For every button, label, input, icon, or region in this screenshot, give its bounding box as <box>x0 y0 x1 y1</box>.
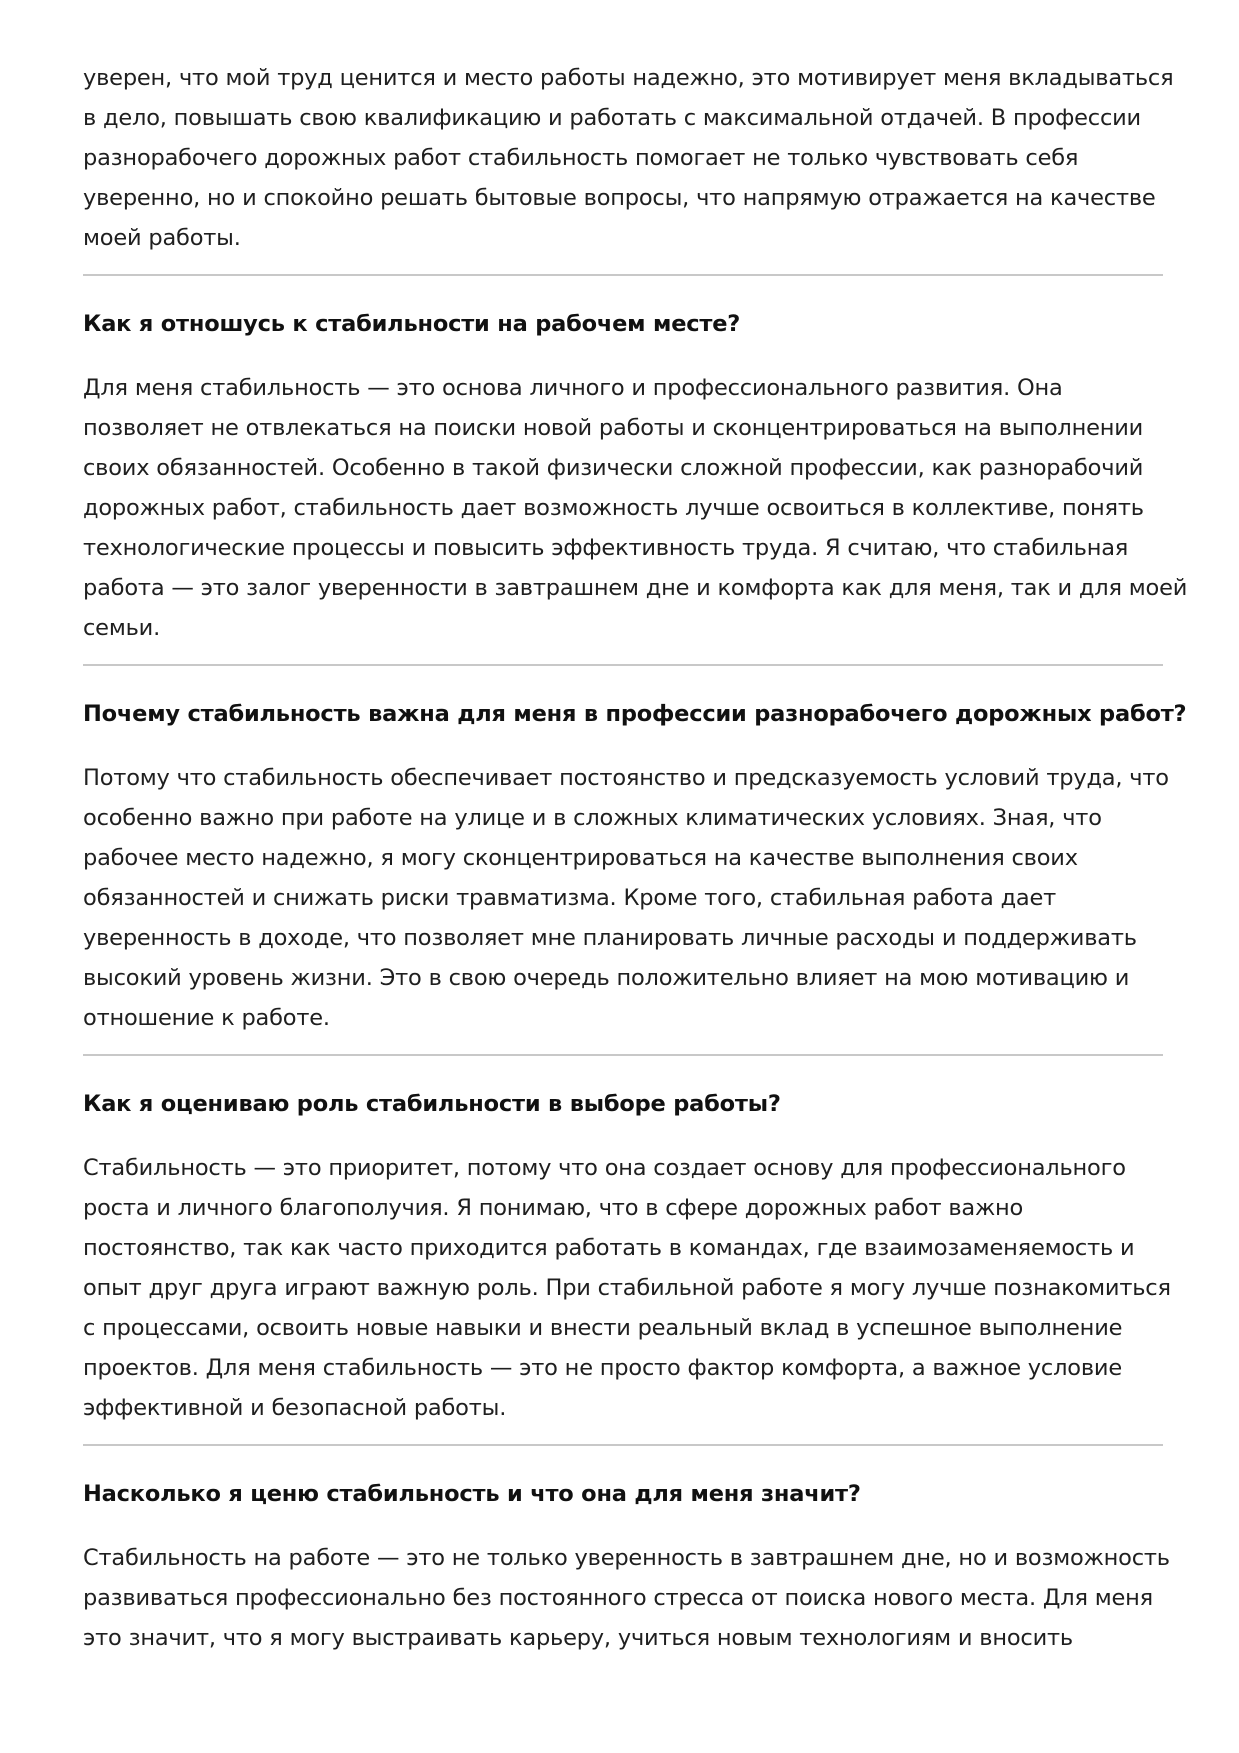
paragraph-line: Для меня стабильность — это основа личного и профессионального развития. Она <box>83 375 1063 401</box>
section-divider <box>83 1054 1163 1056</box>
section-paragraph <box>83 1148 1171 1428</box>
paragraph-line: технологические процессы и повысить эффективность труда. Я считаю, что стабильная <box>83 535 1129 561</box>
paragraph-line: рабочее место надежно, я могу сконцентрироваться на качестве выполнения своих <box>83 845 1078 871</box>
section-stability-importance <box>83 694 1187 1056</box>
paragraph-line: опыт друг друга играют важную роль. При стабильной работе я могу лучше познакомиться <box>83 1275 1171 1301</box>
section-stability-workplace <box>83 304 1188 666</box>
paragraph-line: с процессами, освоить новые навыки и внести реальный вклад в успешное выполнение <box>83 1315 1123 1341</box>
paragraph-line: роста и личного благополучия. Я понимаю, что в сфере дорожных работ важно <box>83 1195 1024 1221</box>
section-heading: Как я оцениваю роль стабильности в выборе работы? <box>83 1091 781 1117</box>
document-page <box>83 58 1188 1658</box>
paragraph-line: уверен, что мой труд ценится и место работы надежно, это мотивирует меня вкладываться <box>83 65 1174 91</box>
paragraph-line: работа — это залог уверенности в завтрашнем дне и комфорта как для меня, так и для моей <box>83 575 1188 601</box>
paragraph-line: развиваться профессионально без постоянного стресса от поиска нового места. Для меня <box>83 1585 1153 1611</box>
paragraph-line: Стабильность на работе — это не только уверенность в завтрашнем дне, но и возможность <box>83 1545 1170 1571</box>
paragraph-line: эффективной и безопасной работы. <box>83 1395 507 1421</box>
section-heading: Как я отношусь к стабильности на рабочем месте? <box>83 311 741 337</box>
paragraph-line: Стабильность — это приоритет, потому что она создает основу для профессионального <box>83 1155 1126 1181</box>
paragraph-line: отношение к работе. <box>83 1005 330 1031</box>
section-heading: Почему стабильность важна для меня в профессии разнорабочего дорожных работ? <box>83 701 1187 727</box>
section-paragraph <box>83 1538 1170 1658</box>
paragraph-line: Потому что стабильность обеспечивает постоянство и предсказуемость условий труда, что <box>83 765 1169 791</box>
section-paragraph <box>83 758 1169 1038</box>
paragraph-line: моей работы. <box>83 225 241 251</box>
paragraph-line: семьи. <box>83 615 161 641</box>
paragraph-line: дорожных работ, стабильность дает возможность лучше освоиться в коллективе, понять <box>83 495 1144 521</box>
paragraph-line: уверенность в доходе, что позволяет мне планировать личные расходы и поддерживать <box>83 925 1137 951</box>
section-stability-value <box>83 1474 1170 1658</box>
section-divider <box>83 274 1163 276</box>
paragraph-line: это значит, что я могу выстраивать карьеру, учиться новым технологиям и вносить <box>83 1625 1073 1651</box>
section-stability-job-choice <box>83 1084 1171 1446</box>
paragraph-line: разнорабочего дорожных работ стабильность помогает не только чувствовать себя <box>83 145 1079 171</box>
paragraph-line: уверенно, но и спокойно решать бытовые вопросы, что напрямую отражается на качестве <box>83 185 1156 211</box>
paragraph-line: в дело, повышать свою квалификацию и работать с максимальной отдачей. В профессии <box>83 105 1141 131</box>
paragraph-line: проектов. Для меня стабильность — это не просто фактор комфорта, а важное условие <box>83 1355 1122 1381</box>
paragraph-line: особенно важно при работе на улице и в сложных климатических условиях. Зная, что <box>83 805 1102 831</box>
section-paragraph <box>83 368 1188 648</box>
paragraph-line: позволяет не отвлекаться на поиски новой работы и сконцентрироваться на выполнении <box>83 415 1144 441</box>
paragraph-line: постоянство, так как часто приходится работать в командах, где взаимозаменяемость и <box>83 1235 1135 1261</box>
intro-paragraph <box>83 58 1174 258</box>
paragraph-line: высокий уровень жизни. Это в свою очередь положительно влияет на мою мотивацию и <box>83 965 1130 991</box>
section-heading: Насколько я ценю стабильность и что она для меня значит? <box>83 1481 861 1507</box>
paragraph-line: своих обязанностей. Особенно в такой физически сложной профессии, как разнорабочий <box>83 455 1144 481</box>
section-divider <box>83 1444 1163 1446</box>
paragraph-line: обязанностей и снижать риски травматизма. Кроме того, стабильная работа дает <box>83 885 1057 911</box>
section-divider <box>83 664 1163 666</box>
